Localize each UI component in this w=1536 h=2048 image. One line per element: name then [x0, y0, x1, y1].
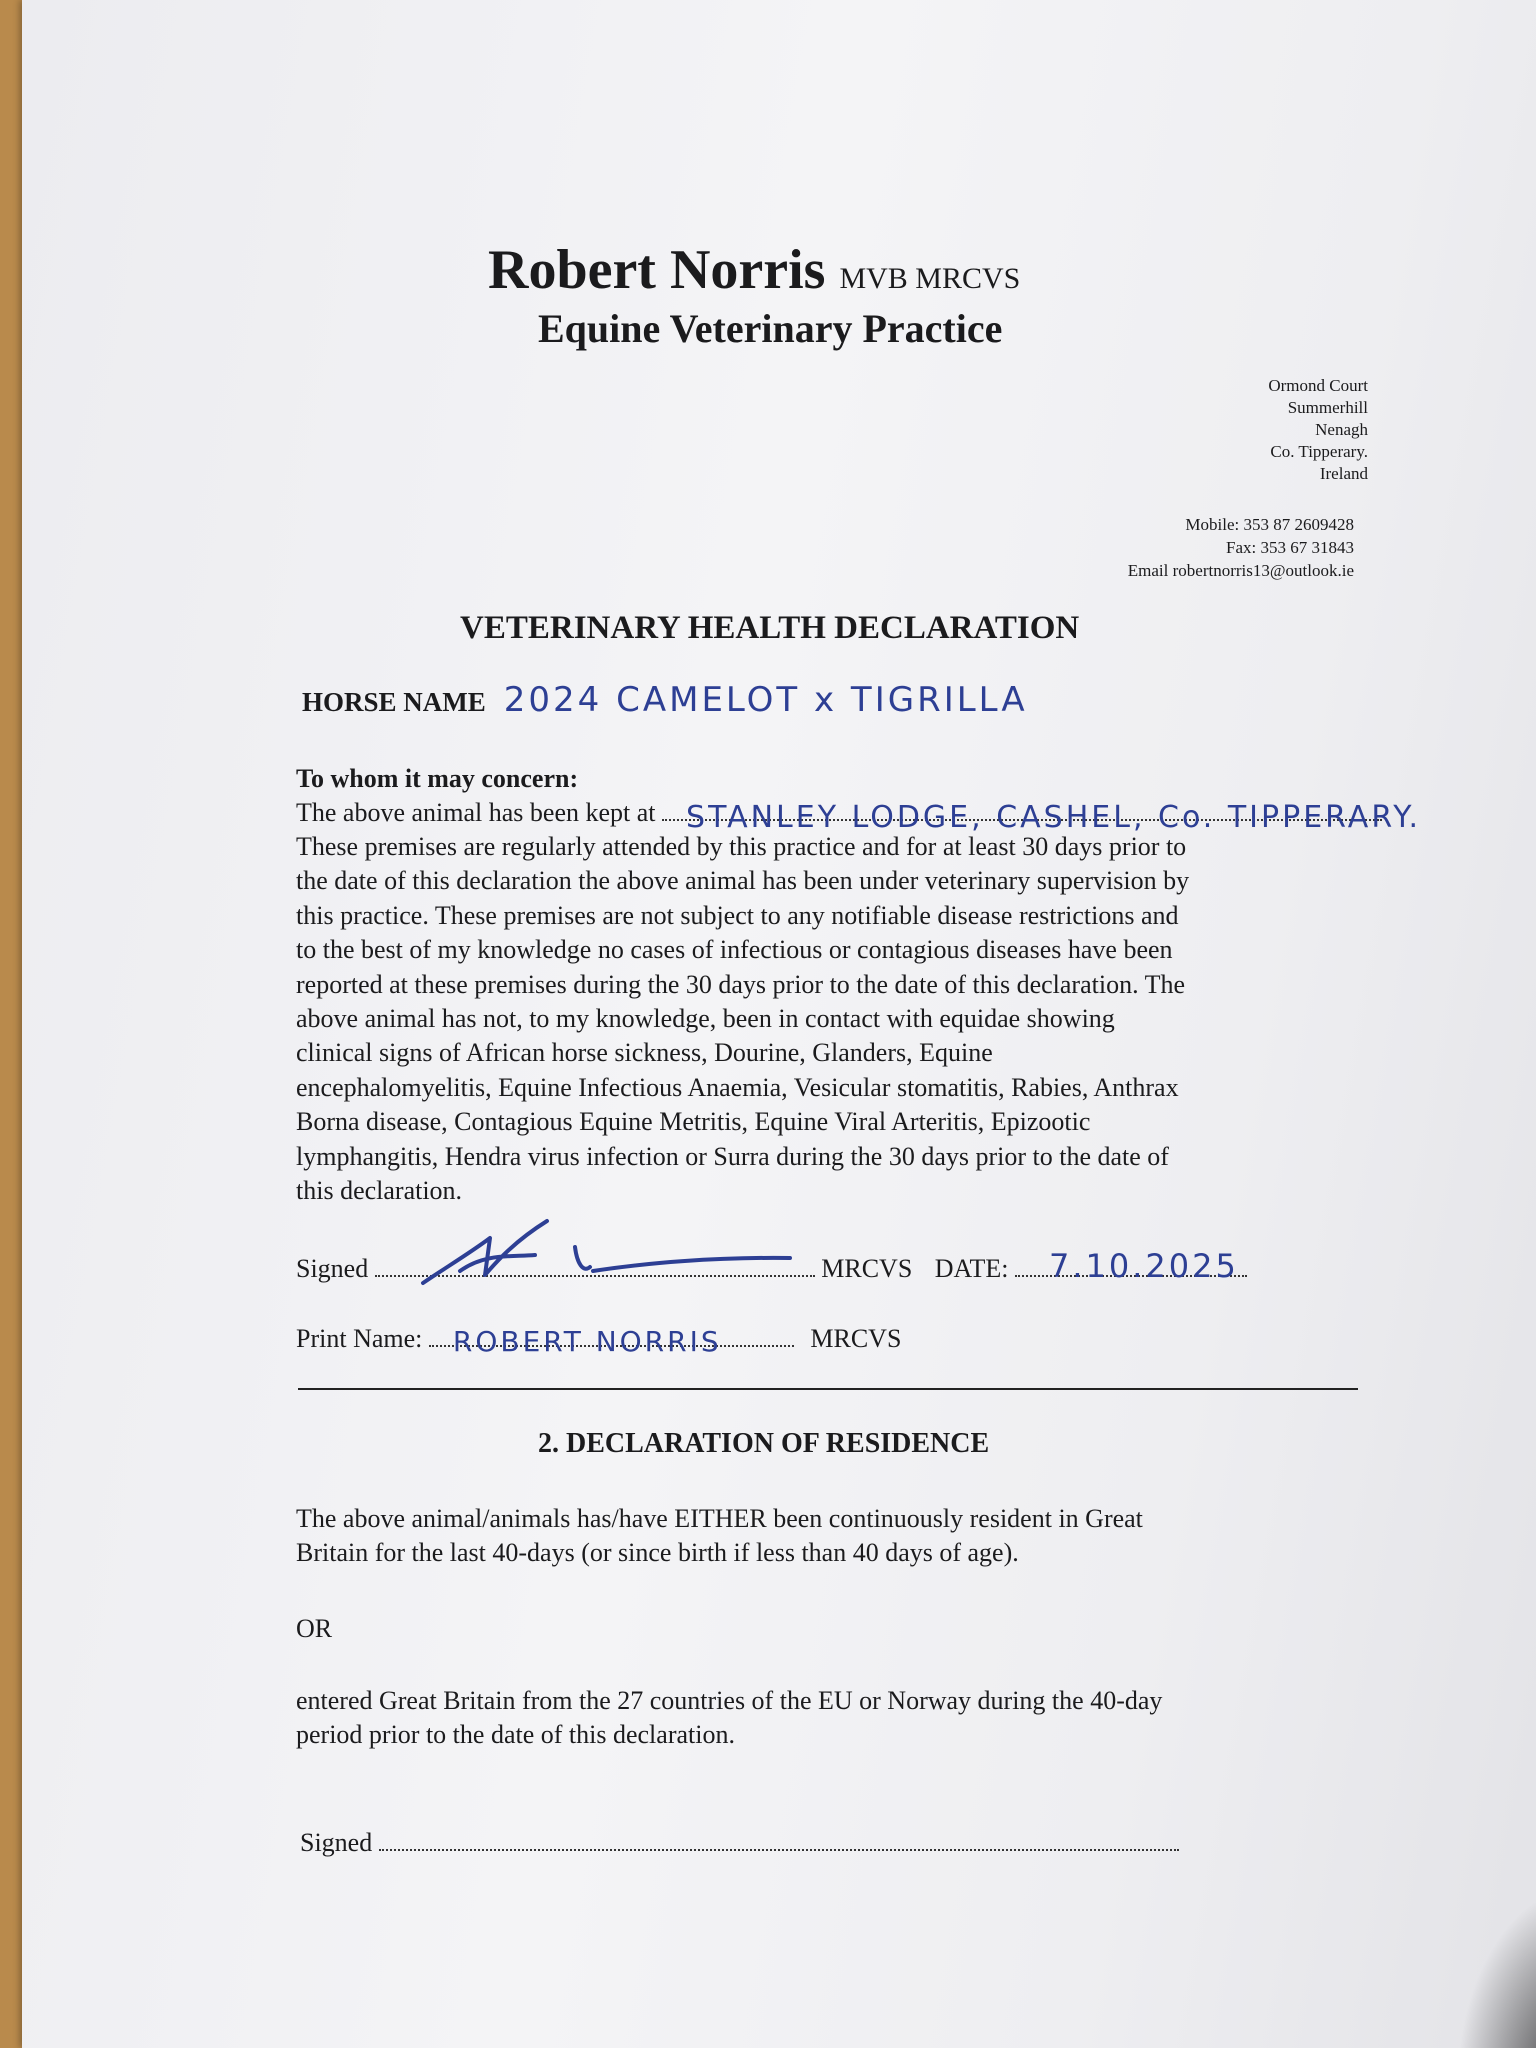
- residence-heading: 2. DECLARATION OF RESIDENCE: [538, 1428, 990, 1459]
- paragraph-line: lymphangitis, Hendra virus infection or Surra during the 30 days prior to the date of: [296, 1141, 1169, 1171]
- paragraph-line: the date of this declaration the above animal has been under veterinary supervision by: [296, 866, 1190, 896]
- print-name-label: Print Name:: [296, 1324, 423, 1353]
- print-name-row: [296, 1322, 901, 1356]
- paragraph-line: to the best of my knowledge no cases of infectious or contagious diseases have been: [296, 935, 1173, 965]
- kept-at-label: The above animal has been kept at: [296, 798, 656, 827]
- premises-field: [662, 800, 1422, 835]
- residence-signature-field: [379, 1849, 1179, 1851]
- paragraph-line: clinical signs of African horse sickness, Dourine, Glanders, Equine: [296, 1038, 993, 1068]
- date-field: [1015, 1247, 1247, 1285]
- page-shadow: [1456, 1888, 1536, 2048]
- practice-name: Equine Veterinary Practice: [538, 306, 1003, 351]
- premises-value: STANLEY LODGE, CASHEL, Co. TIPPERARY.: [686, 800, 1422, 835]
- paragraph-line: above animal has not, to my knowledge, been in contact with equidae showing: [296, 1004, 1115, 1034]
- residence-paragraph-1: [296, 1502, 1143, 1571]
- residence-paragraph-2: [296, 1684, 1162, 1753]
- print-name-value: ROBERT NORRIS: [452, 1325, 722, 1358]
- salutation: To whom it may concern:: [296, 764, 579, 793]
- practitioner-name: [488, 238, 1020, 302]
- mrcvs-label: MRCVS: [821, 1254, 913, 1283]
- paragraph-line: this declaration.: [296, 1176, 463, 1206]
- address-line: Nenagh: [1315, 420, 1368, 439]
- paragraph-line: Borna disease, Contagious Equine Metritis, Equine Viral Arteritis, Epizootic: [296, 1107, 1091, 1137]
- residence-or: OR: [296, 1614, 333, 1643]
- section-divider: [298, 1388, 1358, 1390]
- paragraph-line: These premises are regularly attended by this practice and for at least 30 days prior to: [296, 832, 1187, 861]
- paragraph-line: Britain for the last 40-days (or since birth if less than 40 days of age).: [296, 1538, 1019, 1568]
- paragraph-line: this practice. These premises are not subject to any notifiable disease restrictions and: [296, 900, 1179, 930]
- email-address: Email robertnorris13@outlook.ie: [1127, 561, 1354, 580]
- signed-label: Signed: [296, 1254, 369, 1283]
- document-page: [22, 0, 1536, 2048]
- premises-line: [296, 796, 1422, 835]
- contact-block: [1128, 513, 1354, 582]
- paragraph-line: reported at these premises during the 30 days prior to the date of this declaration. The: [296, 969, 1186, 999]
- print-name-field: [429, 1325, 794, 1358]
- signature-field: [375, 1275, 815, 1277]
- horse-name-label: HORSE NAME: [302, 687, 486, 717]
- mobile-number: Mobile: 353 87 2609428: [1185, 515, 1354, 534]
- paragraph-line: period prior to the date of this declaration.: [296, 1720, 735, 1750]
- paragraph-line: The above animal/animals has/have EITHER been continuously resident in Great: [296, 1504, 1143, 1533]
- signed-row: [296, 1247, 1247, 1286]
- horse-name-row: [302, 680, 1028, 720]
- address-line: Ireland: [1319, 464, 1368, 483]
- fax-number: Fax: 353 67 31843: [1226, 538, 1354, 557]
- date-value: 7.10.2025: [1048, 1247, 1239, 1285]
- date-label: DATE:: [934, 1254, 1009, 1283]
- practitioner-name-text: Robert Norris: [488, 239, 826, 301]
- address-block: [1268, 375, 1368, 485]
- residence-signed-row: [300, 1826, 1179, 1860]
- address-line: Co. Tipperary.: [1270, 442, 1368, 461]
- address-line: Ormond Court: [1268, 376, 1368, 395]
- signed-label: Signed: [300, 1828, 373, 1857]
- declaration-title: VETERINARY HEALTH DECLARATION: [460, 610, 1080, 646]
- address-line: Summerhill: [1287, 398, 1368, 417]
- horse-name-value: 2024 CAMELOT x TIGRILLA: [503, 680, 1028, 720]
- declaration-paragraph: [296, 830, 1189, 1208]
- paragraph-line: entered Great Britain from the 27 countries of the EU or Norway during the 40-day: [296, 1686, 1163, 1715]
- signature-mark: [415, 1213, 795, 1303]
- paragraph-line: encephalomyelitis, Equine Infectious Anaemia, Vesicular stomatitis, Rabies, Anthrax: [296, 1072, 1179, 1102]
- mrcvs-label: MRCVS: [810, 1324, 902, 1353]
- practitioner-qualifications: MVB MRCVS: [839, 262, 1021, 295]
